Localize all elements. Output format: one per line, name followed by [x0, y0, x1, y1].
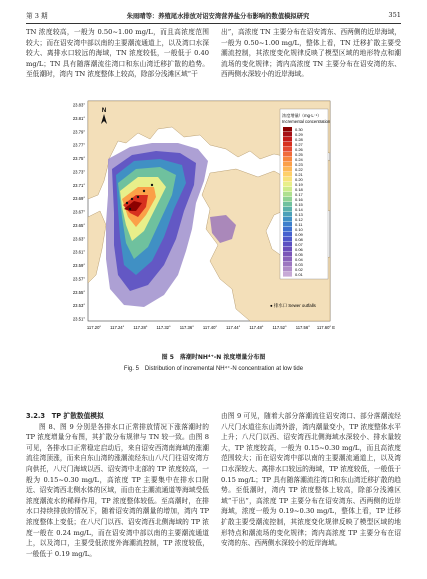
- legend-swatch: [283, 137, 292, 142]
- legend-swatch: [283, 177, 292, 182]
- legend-value: 0.22: [295, 166, 303, 172]
- lat-tick-label: 23.71°: [72, 182, 85, 188]
- legend-swatch: [283, 262, 292, 267]
- legend-value: 0.10: [295, 226, 303, 232]
- figure-caption-cn: 图 5 落潮时NH⁴⁺-N 浓度增量分布图: [161, 354, 266, 361]
- legend-swatch: [283, 172, 292, 177]
- lat-tick-label: 23.83°: [72, 102, 85, 108]
- legend-title-cn: 浓度增量/（mg·L⁻¹）: [282, 113, 322, 118]
- section-heading: 3.2.3 TP 扩散数值模拟: [26, 412, 104, 420]
- legend-swatch: [283, 152, 292, 157]
- lon-tick-label: 117.56°: [295, 325, 310, 330]
- legend-swatch: [283, 237, 292, 242]
- legend-swatch: [283, 142, 292, 147]
- legend-value: 0.19: [295, 181, 303, 187]
- running-title: 朱雨晴等：养殖尾水排放对诏安湾营养盐分布影响的数值模拟研究: [126, 12, 310, 20]
- legend-swatch: [283, 267, 292, 272]
- text-column-left-top: [26, 27, 209, 80]
- legend-swatch: [283, 257, 292, 262]
- lat-tick-label: 23.79°: [72, 129, 85, 135]
- text-column-right-top: [221, 27, 401, 80]
- legend-value: 0.28: [295, 136, 303, 142]
- legend-swatch: [283, 227, 292, 232]
- lat-tick-label: 23.67°: [72, 209, 85, 215]
- legend-swatch: [283, 202, 292, 207]
- figure-caption-en: Fig. 5 Distribution of incremental NH⁴⁺-N concentration at low tide: [123, 366, 304, 372]
- legend-swatch: [283, 187, 292, 192]
- lat-tick-label: 23.59°: [72, 263, 85, 268]
- legend-value: 0.26: [295, 146, 303, 152]
- text-column-right-bottom: [221, 411, 401, 549]
- legend-swatch: [283, 182, 292, 187]
- legend-value: 0.04: [295, 256, 303, 262]
- legend-value: 0.09: [295, 231, 303, 237]
- lon-tick-label: 117.52°: [272, 325, 287, 330]
- legend-title-en: Incremental concentration: [282, 119, 331, 124]
- legend-value: 0.01: [295, 271, 303, 277]
- paragraph: 出”，高浓度 TN 主要分布在诏安湾东、西两侧的近岸海域，一般为 0.50~1.00 mg/L，整体上看，TN 迁移扩散主要受潮流控制，其浓度变化规律反映了模型区域的地形特点和潮流场的变化规律；湾内高浓度 TN 主要分布在诏安湾的东、西两侧水深较小的近岸海域。: [221, 28, 401, 79]
- legend-value: 0.05: [295, 251, 303, 257]
- legend-value: 0.23: [295, 161, 303, 167]
- legend-value: 0.02: [295, 266, 303, 272]
- legend-value: 0.07: [295, 241, 303, 247]
- legend-value: 0.18: [295, 186, 303, 192]
- legend-swatch: [283, 192, 292, 197]
- latitude-axis: [73, 103, 85, 322]
- legend-swatch: [283, 242, 292, 247]
- svg-text:N: N: [101, 108, 107, 114]
- lat-tick-label: 23.73°: [72, 169, 85, 175]
- lon-tick-label: 117.40°: [202, 325, 218, 330]
- legend-value: 0.24: [295, 156, 303, 162]
- legend-swatch: [283, 217, 292, 222]
- lat-tick-label: 23.57°: [72, 276, 85, 282]
- lat-tick-label: 23.63°: [72, 236, 85, 242]
- running-header: [26, 8, 401, 24]
- paragraph: 由图 9 可见，随着大部分落潮流往诏安湾口、部分落潮流经八尺门水道往东山湾外游，湾内潮量变小，TP 浓度整体水平上升；八尺门以西、诏安湾西北侧海域水深较小、排水量较大，TP 浓度较高，一般为 0.15~0.30 mg/L，而且高浓度范围较大；而在诏安湾中部以南的主要潮流通道上，以及湾口水深较大、离排水口较远的海域，TP 浓度较低，一般低于 0.15 mg/L；TP 具有随落潮流往湾口和东山湾迁移扩散的趋势。至低潮时，湾内 TP 浓度整体上较高，除部分浅滩区域“干出”，高浓度 TP 主要分布在诏安湾东、西两侧的近岸海域，浓度一般为 0.19~0.30 mg/L，整体上看，TP 迁移扩散主要受潮流控制，其浓度变化规律反映了模型区域的地形特点和潮流场的变化规律；湾内高浓度 TP 主要分布在诏安湾的东、西两侧水深较小的近岸海域。: [221, 412, 401, 548]
- legend-value: 0.12: [295, 216, 303, 222]
- legend-swatch: [283, 167, 292, 172]
- legend-value: 0.21: [295, 171, 303, 177]
- legend-value: 0.16: [295, 196, 303, 202]
- legend-swatch: [283, 127, 292, 132]
- legend-value: 0.08: [295, 236, 303, 242]
- legend-swatch: [283, 272, 292, 277]
- legend-swatch: [283, 197, 292, 202]
- lat-tick-label: 23.51°: [72, 316, 85, 322]
- lat-tick-label: 23.53°: [72, 303, 85, 309]
- legend-value: 0.03: [295, 261, 303, 267]
- outfall-legend: ● 排水口 Sewer outfalls: [270, 303, 316, 308]
- legend-value: 0.20: [295, 176, 303, 182]
- lat-tick-label: 23.55°: [72, 289, 85, 295]
- longitude-axis: [87, 325, 335, 330]
- lon-tick-label: 117.48°: [249, 325, 264, 330]
- legend-swatch: [283, 147, 292, 152]
- legend-value: 0.06: [295, 246, 303, 252]
- lat-tick-label: 23.69°: [72, 196, 85, 202]
- legend-swatch: [283, 162, 292, 167]
- legend-value: 0.25: [295, 151, 303, 157]
- legend-value: 0.13: [295, 211, 303, 217]
- figure-5-map: [60, 99, 370, 345]
- legend-value: 0.15: [295, 201, 303, 207]
- paragraph: TN 浓度较高，一般为 0.50~1.00 mg/L，而且高浓度范围较大；而在诏安湾中部以南的主要潮流通道上，以及湾口水深较大、离排水口较远的海域，TN 浓度较低，一般低于 0.40 mg/L；TN 具有随落潮流往湾口和东山湾迁移扩散的趋势。至低潮时，湾内 TN 浓度整体上较高，除部分浅滩区域“干: [26, 28, 209, 79]
- legend-value: 0.30: [295, 126, 303, 132]
- legend-value: 0.29: [295, 131, 303, 137]
- legend-value: 0.27: [295, 141, 303, 147]
- lon-tick-label: 117.20°: [86, 325, 102, 330]
- legend-swatch: [283, 212, 292, 217]
- legend-swatch: [283, 247, 292, 252]
- legend-swatch: [283, 232, 292, 237]
- lat-tick-label: 23.75°: [72, 156, 85, 161]
- lat-tick-label: 23.61°: [72, 249, 85, 255]
- lat-tick-label: 23.81°: [72, 115, 85, 121]
- legend-value: 0.14: [295, 206, 303, 212]
- lon-tick-label: 117.60° E: [316, 325, 336, 330]
- issue-number: 第 3 期: [26, 12, 48, 20]
- legend: [280, 109, 331, 279]
- lon-tick-label: 117.28°: [133, 325, 148, 330]
- legend-swatch: [283, 207, 292, 212]
- lon-tick-label: 117.36°: [179, 325, 194, 330]
- lat-tick-label: 23.77°: [72, 142, 85, 148]
- lon-tick-label: 117.32°: [156, 325, 171, 330]
- page-number: 351: [388, 11, 401, 19]
- lat-tick-label: 23.65°: [72, 222, 85, 228]
- paragraph: 图 8、图 9 分别是各排水口正常排放情况下涨落潮时的 TP 浓度增量分布图，其扩散分布规律与 TN 较一致。由图 8 可见，各排水口正常稳定启动后，来自诏安西湾南海域的涨潮流往湾顶涨，而来自东山湾的涨潮流经东山八尺门往诏安湾方向供托，八尺门海域以西、诏安湾中北部的 TP 浓度较高，一般为 0.15~0.30 mg/L，高浓度 TP 主要集中在排水口附近、诏安湾西北侧水体的区域，而由在主潮流通道等海域受低浓度潮流水的稀释作用，TP 浓度整体较低。至高潮时，在排水口持续排放的情况下，随着诏安湾的潮量的增加，湾内 TP 浓度整体上变低；在八尺门以西、诏安湾西北侧海域的 TP 浓度一般在 0.24 mg/L，而在诏安湾中部以南的主要潮流通道上，以及湾口，主要受低浓度外海潮流控制，TP 浓度较低，一般低于 0.19 mg/L。: [26, 422, 209, 558]
- lon-tick-label: 117.24°: [110, 325, 125, 330]
- legend-swatch: [283, 252, 292, 257]
- lon-tick-label: 117.44°: [226, 325, 241, 330]
- legend-swatch: [283, 222, 292, 227]
- legend-swatch: [283, 157, 292, 162]
- legend-swatch: [283, 132, 292, 137]
- text-column-left-bottom: [26, 411, 209, 559]
- legend-value: 0.17: [295, 191, 303, 197]
- legend-value: 0.11: [295, 221, 303, 227]
